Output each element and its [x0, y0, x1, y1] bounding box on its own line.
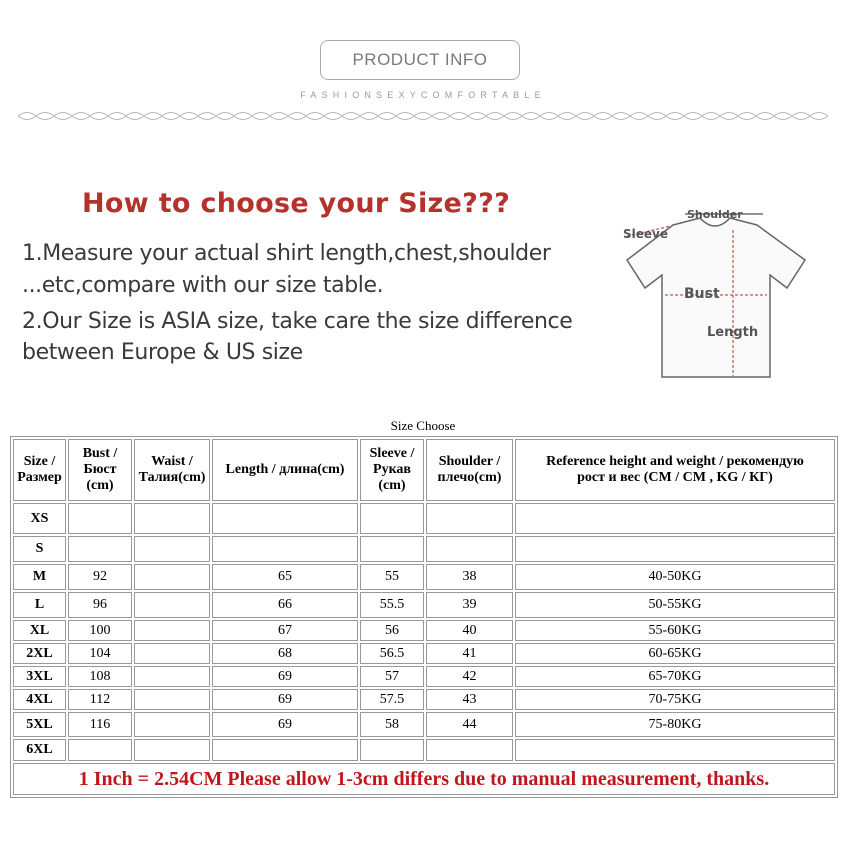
- cell-shoulder: [426, 739, 513, 761]
- cell-size: 6XL: [13, 739, 66, 761]
- cell-waist: [134, 564, 210, 590]
- cell-bust: 92: [68, 564, 132, 590]
- cell-reference: 40-50KG: [515, 564, 835, 590]
- cell-reference: 75-80KG: [515, 712, 835, 737]
- cell-reference: 65-70KG: [515, 666, 835, 687]
- cell-shoulder: 38: [426, 564, 513, 590]
- cell-bust: [68, 536, 132, 562]
- table-row: [13, 536, 835, 562]
- cell-size: 2XL: [13, 643, 66, 664]
- product-info-button[interactable]: PRODUCT INFO: [320, 40, 520, 80]
- header-reference: Reference height and weight / рекомендую рост и вес (CM / CM , KG / КГ): [515, 439, 835, 501]
- wave-divider: [18, 108, 828, 124]
- cell-reference: [515, 536, 835, 562]
- cell-length: 69: [212, 689, 358, 710]
- guide-line-4: between Europe & US size: [22, 340, 303, 365]
- cell-length: 67: [212, 620, 358, 641]
- shoulder-label: Shoulder: [687, 208, 743, 221]
- table-row: [13, 712, 835, 737]
- cell-length: 69: [212, 712, 358, 737]
- cell-sleeve: [360, 536, 424, 562]
- table-caption: Size Choose: [390, 418, 456, 433]
- cell-shoulder: 40: [426, 620, 513, 641]
- cell-bust: [68, 739, 132, 761]
- cell-sleeve: 56: [360, 620, 424, 641]
- sleeve-label: Sleeve: [623, 227, 668, 241]
- cell-waist: [134, 592, 210, 618]
- cell-reference: 70-75KG: [515, 689, 835, 710]
- cell-reference: 60-65KG: [515, 643, 835, 664]
- bust-label: Bust: [684, 286, 720, 302]
- header-bust: Bust / Бюст (cm): [68, 439, 132, 501]
- cell-length: 68: [212, 643, 358, 664]
- cell-waist: [134, 739, 210, 761]
- table-row: [13, 564, 835, 590]
- cell-sleeve: 55: [360, 564, 424, 590]
- header-sleeve: Sleeve / Рукав (cm): [360, 439, 424, 501]
- cell-bust: 100: [68, 620, 132, 641]
- cell-waist: [134, 712, 210, 737]
- cell-size: XL: [13, 620, 66, 641]
- cell-shoulder: 42: [426, 666, 513, 687]
- cell-length: [212, 536, 358, 562]
- cell-reference: [515, 739, 835, 761]
- cell-shoulder: 43: [426, 689, 513, 710]
- length-label: Length: [707, 325, 759, 340]
- cell-shoulder: 44: [426, 712, 513, 737]
- cell-sleeve: 57: [360, 666, 424, 687]
- cell-length: [212, 739, 358, 761]
- cell-size: 3XL: [13, 666, 66, 687]
- cell-waist: [134, 666, 210, 687]
- cell-length: [212, 503, 358, 534]
- cell-sleeve: [360, 739, 424, 761]
- cell-sleeve: 56.5: [360, 643, 424, 664]
- cell-length: 65: [212, 564, 358, 590]
- cell-bust: 112: [68, 689, 132, 710]
- cell-size: XS: [13, 503, 66, 534]
- cell-bust: 116: [68, 712, 132, 737]
- header-shoulder: Shoulder / плечо(cm): [426, 439, 513, 501]
- guide-title: How to choose your Size???: [82, 188, 511, 219]
- header-waist: Waist / Талия(cm): [134, 439, 210, 501]
- tagline: FASHIONSEXYCOMFORTABLE: [300, 90, 546, 100]
- cell-reference: 55-60KG: [515, 620, 835, 641]
- table-row: [13, 620, 835, 641]
- table-row: [13, 592, 835, 618]
- cell-sleeve: 57.5: [360, 689, 424, 710]
- cell-reference: 50-55KG: [515, 592, 835, 618]
- cell-waist: [134, 536, 210, 562]
- cell-size: S: [13, 536, 66, 562]
- measurement-note: 1 Inch = 2.54CM Please allow 1-3cm differs due to manual measurement, thanks.: [13, 763, 835, 795]
- cell-shoulder: [426, 503, 513, 534]
- table-row: [13, 503, 835, 534]
- cell-waist: [134, 503, 210, 534]
- cell-shoulder: 41: [426, 643, 513, 664]
- guide-line-1: 1.Measure your actual shirt length,chest,shoulder: [22, 241, 551, 266]
- shirt-diagram: [615, 200, 815, 385]
- cell-bust: 104: [68, 643, 132, 664]
- note-row: [13, 763, 835, 795]
- guide-line-3: 2.Our Size is ASIA size, take care the size difference: [22, 309, 573, 334]
- table-row: [13, 739, 835, 761]
- cell-bust: 96: [68, 592, 132, 618]
- cell-size: 4XL: [13, 689, 66, 710]
- cell-reference: [515, 503, 835, 534]
- cell-shoulder: 39: [426, 592, 513, 618]
- cell-size: 5XL: [13, 712, 66, 737]
- table-header-row: [13, 439, 835, 501]
- table-row: [13, 666, 835, 687]
- cell-waist: [134, 689, 210, 710]
- cell-waist: [134, 643, 210, 664]
- guide-line-2: ...etc,compare with our size table.: [22, 273, 384, 298]
- cell-length: 69: [212, 666, 358, 687]
- cell-bust: 108: [68, 666, 132, 687]
- cell-bust: [68, 503, 132, 534]
- cell-sleeve: 58: [360, 712, 424, 737]
- size-table: [10, 436, 838, 798]
- cell-sleeve: [360, 503, 424, 534]
- cell-waist: [134, 620, 210, 641]
- cell-sleeve: 55.5: [360, 592, 424, 618]
- table-row: [13, 643, 835, 664]
- table-row: [13, 689, 835, 710]
- header-length: Length / длина(cm): [212, 439, 358, 501]
- header-size: Size / Размер: [13, 439, 66, 501]
- cell-shoulder: [426, 536, 513, 562]
- cell-size: M: [13, 564, 66, 590]
- cell-length: 66: [212, 592, 358, 618]
- cell-size: L: [13, 592, 66, 618]
